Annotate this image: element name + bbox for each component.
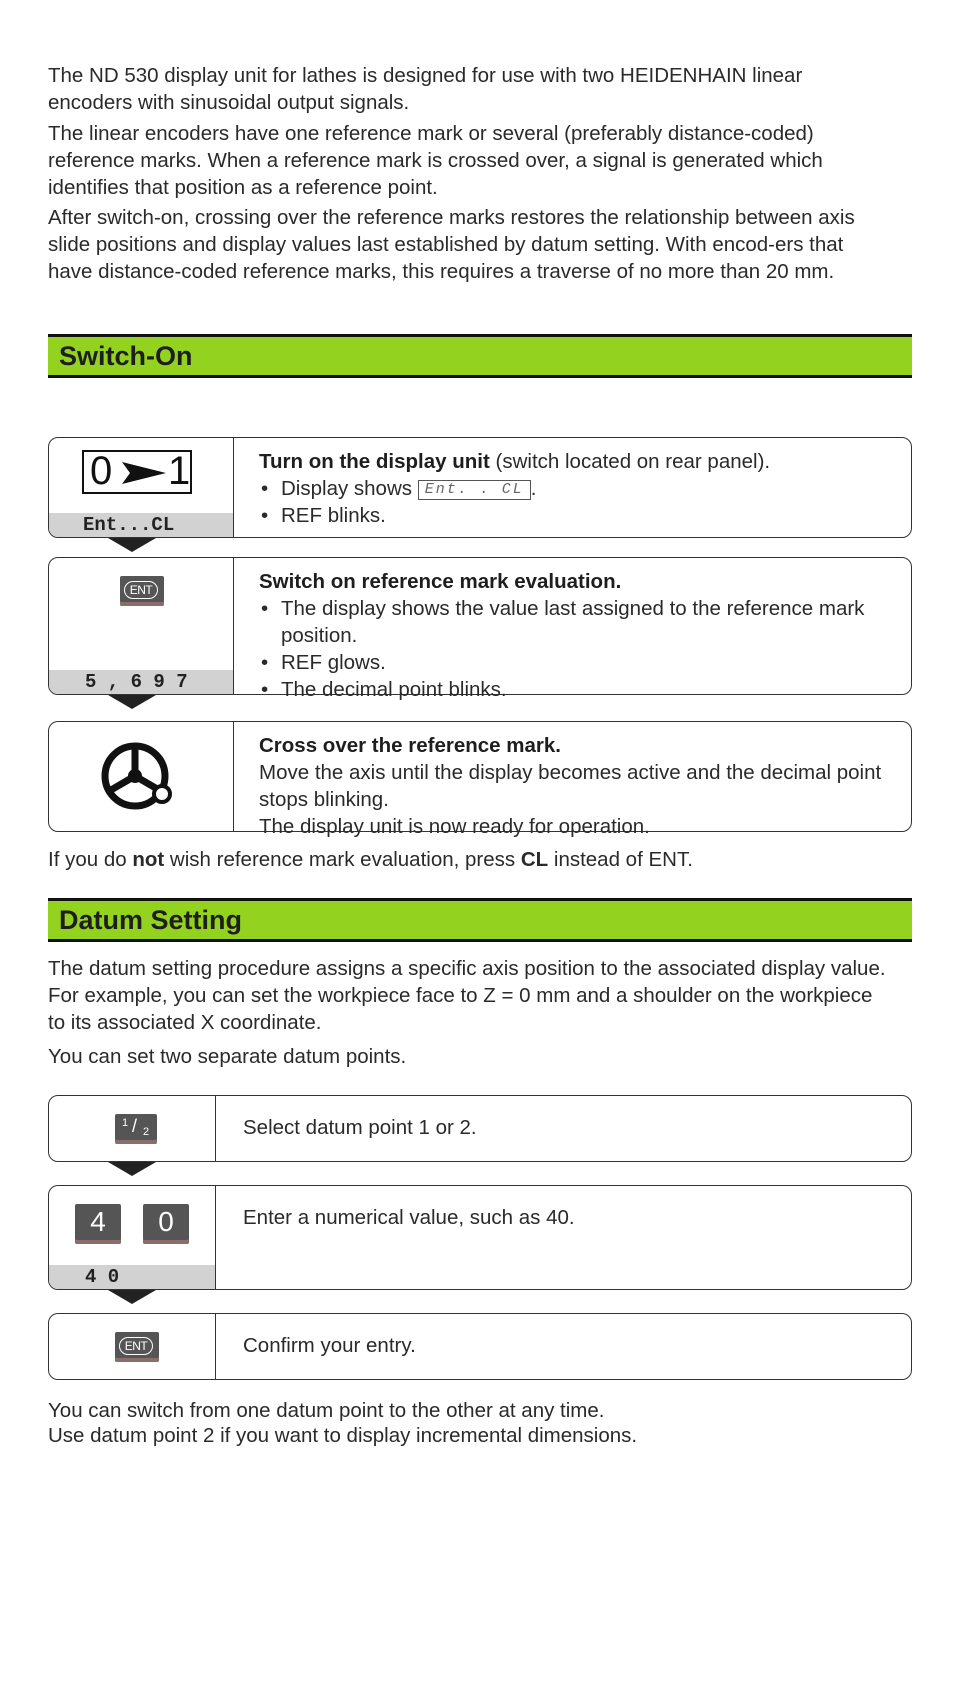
bullet-item: • REF glows. <box>259 649 899 676</box>
step-line: The display unit is now ready for operation. <box>259 815 650 838</box>
intro-paragraph-2: The linear encoders have one reference mark or several (preferably distance-coded) reference marks. When a reference mark is crossed over, a signal is generated which identifies that position as a reference point. <box>48 122 823 199</box>
down-arrow-icon <box>108 538 156 552</box>
step-power-on <box>48 437 912 538</box>
section-heading-datum-setting <box>48 898 912 942</box>
power-switch-icon <box>82 450 192 494</box>
step-enter-value <box>48 1185 912 1290</box>
down-arrow-icon <box>108 1162 156 1176</box>
step-cross-reference <box>48 721 912 838</box>
datum-footer-1: You can switch from one datum point to the other at any time. <box>48 1399 605 1422</box>
switch-on-label: 1 <box>168 449 191 493</box>
step-text <box>259 568 899 703</box>
lcd-readout: 5 , 6 9 7 <box>49 670 233 694</box>
digit-key-4: 4 <box>75 1204 121 1244</box>
bullet-item: • Display shows Ent. . CL . <box>259 475 899 502</box>
bullet-item: • The decimal point blinks. <box>259 676 899 703</box>
step-title: Switch on reference mark evaluation. <box>259 570 622 593</box>
down-arrow-icon <box>108 1290 156 1304</box>
lcd-readout: 4 0 <box>49 1265 215 1289</box>
step-reference-evaluation <box>48 557 912 701</box>
section-heading-switch-on <box>48 334 912 378</box>
step-text <box>259 448 899 529</box>
ent-key-icon: ENT <box>120 576 164 606</box>
intro-paragraph-1: The ND 530 display unit for lathes is designed for use with two HEIDENHAIN linear encoders with sinusoidal output signals. <box>48 64 803 114</box>
step-text: Confirm your entry. <box>243 1334 416 1357</box>
step-text <box>259 732 899 840</box>
datum-footer-2: Use datum point 2 if you want to display incremental dimensions. <box>48 1424 638 1447</box>
step-title: Turn on the display unit <box>259 450 490 473</box>
switch-off-label: 0 <box>90 449 113 493</box>
step-icon-cell <box>49 722 234 831</box>
arrow-right-icon <box>122 458 166 488</box>
section-title: Switch-On <box>59 341 193 371</box>
step-select-datum <box>48 1095 912 1162</box>
step-line: Move the axis until the display becomes active and the decimal point stops blinking. <box>259 761 882 811</box>
ent-key-icon: ENT <box>115 1332 159 1362</box>
no-reference-note: If you do not wish reference mark evaluation, press CL instead of ENT. <box>48 848 693 871</box>
handwheel-icon <box>99 738 179 818</box>
section-title: Datum Setting <box>59 905 243 935</box>
intro-paragraph-3: After switch-on, crossing over the reference marks restores the relationship between axis slide positions and display values last established by datum setting. With encod-ers that have distance-coded reference marks, this requires a traverse of no more than 20 mm. <box>48 206 855 283</box>
bullet-item: • REF blinks. <box>259 502 899 529</box>
down-arrow-icon <box>108 695 156 709</box>
digit-key-0: 0 <box>143 1204 189 1244</box>
datum-select-key-icon: 1 / 2 <box>115 1114 157 1144</box>
step-icon-cell <box>49 1186 216 1289</box>
bullet-item: • The display shows the value last assigned to the reference mark position. <box>259 595 899 649</box>
step-title-rest: (switch located on rear panel). <box>489 450 771 473</box>
display-message: Ent. . CL <box>418 480 531 500</box>
step-text: Select datum point 1 or 2. <box>243 1116 477 1139</box>
step-icon-cell <box>49 438 234 537</box>
step-text: Enter a numerical value, such as 40. <box>243 1206 575 1229</box>
step-icon-cell <box>49 558 234 694</box>
step-icon-cell <box>49 1314 216 1379</box>
datum-paragraph-1: The datum setting procedure assigns a specific axis position to the associated display value. For example, you can set the workpiece face to Z = 0 mm and a shoulder on the workpiece to its associated X coordinate. <box>48 957 886 1034</box>
step-confirm-entry <box>48 1313 912 1380</box>
lcd-readout: Ent...CL <box>49 513 233 537</box>
step-icon-cell <box>49 1096 216 1161</box>
datum-paragraph-2: You can set two separate datum points. <box>48 1045 407 1068</box>
step-title: Cross over the reference mark. <box>259 734 561 757</box>
